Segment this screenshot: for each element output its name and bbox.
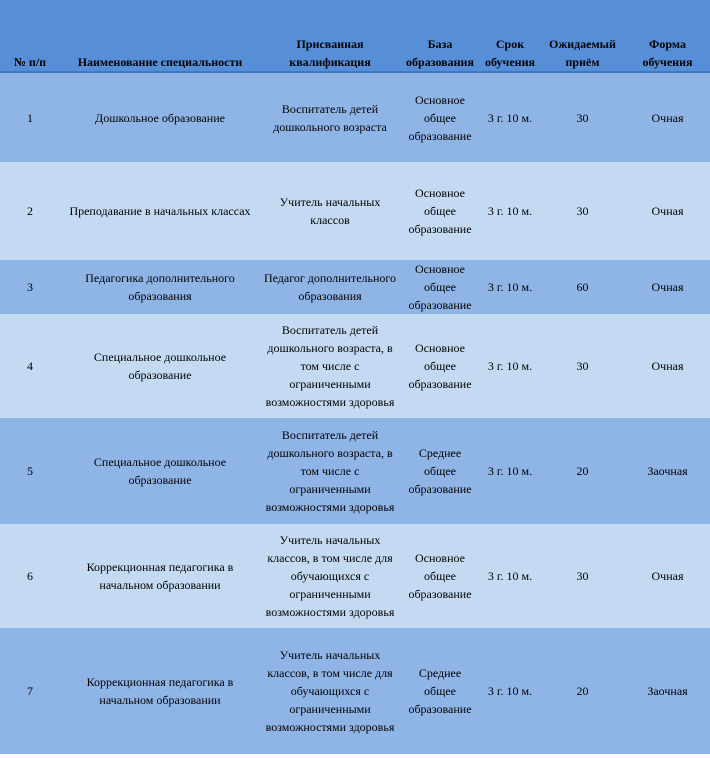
cell-study-form: Очная [625,260,710,314]
table-row [0,418,710,524]
cell-number: 5 [0,418,60,524]
cell-qualification: Педагог дополнительного образования [260,260,400,314]
cell-expected-intake: 30 [540,314,625,418]
cell-expected-intake: 20 [540,418,625,524]
cell-specialty: Преподавание в начальных классах [60,162,260,260]
cell-study-form: Очная [625,524,710,628]
cell-expected-intake: 30 [540,162,625,260]
cell-number: 7 [0,628,60,754]
cell-term: 3 г. 10 м. [480,72,540,162]
cell-qualification: Учитель начальных классов, в том числе для обучающихся с ограниченными возможностями здоровья [260,524,400,628]
header-row [0,0,710,72]
cell-number: 1 [0,72,60,162]
header-term: Срок обучения [480,0,540,72]
cell-specialty: Специальное дошкольное образование [60,314,260,418]
table-row [0,314,710,418]
cell-qualification: Учитель начальных классов [260,162,400,260]
cell-education-base: Основное общее образование [400,524,480,628]
cell-expected-intake: 30 [540,524,625,628]
cell-number: 6 [0,524,60,628]
cell-specialty: Специальное дошкольное образование [60,418,260,524]
table-row [0,162,710,260]
cell-study-form: Очная [625,314,710,418]
cell-study-form: Заочная [625,628,710,754]
cell-specialty: Дошкольное образование [60,72,260,162]
cell-education-base: Среднее общее образование [400,418,480,524]
header-expected-intake: Ожидаемый приём [540,0,625,72]
cell-qualification: Воспитатель детей дошкольного возраста, в том числе с ограниченными возможностями здоровья [260,314,400,418]
cell-qualification: Учитель начальных классов, в том числе для обучающихся с ограниченными возможностями здоровья [260,628,400,754]
table-row [0,260,710,314]
table-row [0,628,710,754]
cell-study-form: Очная [625,72,710,162]
header-qualification: Присваиная квалификация [260,0,400,72]
header-study-form: Форма обучения [625,0,710,72]
header-number: № п/п [0,0,60,72]
cell-education-base: Основное общее образование [400,72,480,162]
cell-specialty: Педагогика дополнительного образования [60,260,260,314]
cell-study-form: Заочная [625,418,710,524]
cell-term: 3 г. 10 м. [480,628,540,754]
cell-specialty: Коррекционная педагогика в начальном образовании [60,628,260,754]
cell-education-base: Основное общее образование [400,314,480,418]
cell-term: 3 г. 10 м. [480,418,540,524]
cell-number: 3 [0,260,60,314]
cell-education-base: Среднее общее образование [400,628,480,754]
cell-education-base: Основное общее образование [400,162,480,260]
cell-expected-intake: 20 [540,628,625,754]
table-row [0,524,710,628]
cell-expected-intake: 30 [540,72,625,162]
cell-number: 2 [0,162,60,260]
cell-term: 3 г. 10 м. [480,314,540,418]
cell-specialty: Коррекционная педагогика в начальном образовании [60,524,260,628]
cell-term: 3 г. 10 м. [480,260,540,314]
cell-study-form: Очная [625,162,710,260]
cell-term: 3 г. 10 м. [480,162,540,260]
cell-qualification: Воспитатель детей дошкольного возраста, в том числе с ограниченными возможностями здоровья [260,418,400,524]
header-education-base: База образования [400,0,480,72]
cell-term: 3 г. 10 м. [480,524,540,628]
table-body [0,72,710,754]
cell-expected-intake: 60 [540,260,625,314]
cell-number: 4 [0,314,60,418]
cell-qualification: Воспитатель детей дошкольного возраста [260,72,400,162]
table-row [0,72,710,162]
cell-education-base: Основное общее образование [400,260,480,314]
header-specialty: Наименование специальности [60,0,260,72]
